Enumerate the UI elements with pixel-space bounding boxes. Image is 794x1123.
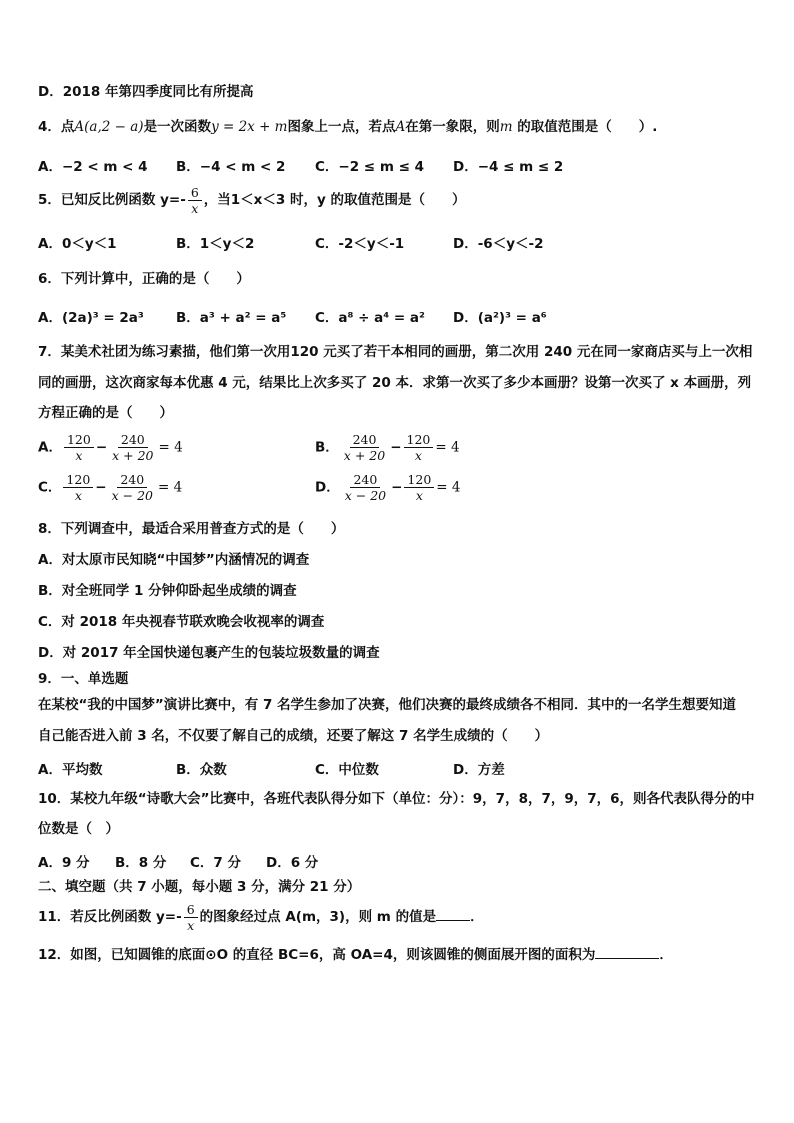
question-9-head: 9．一、单选题 <box>38 671 129 687</box>
q7-frac <box>342 472 389 503</box>
q7-frac-num: 240 <box>118 432 148 448</box>
section-2-title: 二、填空题（共 7 小题，每小题 3 分，满分 21 分） <box>38 879 361 895</box>
q9-option-b: B．众数 <box>176 762 227 778</box>
q7-frac-num: 240 <box>350 432 380 448</box>
q7-frac-den: x + 20 <box>112 448 154 463</box>
q4-func-expr: y = 2x + m <box>211 119 288 135</box>
q7-option-label: B． <box>315 439 339 456</box>
q11-frac-den: x <box>187 917 195 933</box>
q5-frac-num: 6 <box>188 185 202 201</box>
question-6-stem: 6．下列计算中，正确的是（ ） <box>38 271 250 287</box>
q8-option-b: B．对全班同学 1 分钟仰卧起坐成绩的调查 <box>38 583 297 599</box>
q7-frac-num: 120 <box>404 472 434 488</box>
q4-option-b: B．−4 < m < 2 <box>176 159 286 175</box>
question-11-stem <box>38 900 484 934</box>
q7-frac-den: x − 20 <box>111 488 153 503</box>
q4-stem-part: 4．点 <box>38 119 75 135</box>
q7-frac <box>64 432 94 463</box>
q11-frac-num: 6 <box>184 902 198 918</box>
q12-answer-blank <box>595 946 659 959</box>
q5-option-b: B．1＜y＜2 <box>176 236 255 252</box>
q4-stem-part: 的取值范围是（ ）. <box>512 119 658 135</box>
q6-option-d: D．(a²)³ = a⁶ <box>453 310 547 326</box>
q11-stem-part: ． <box>470 909 484 925</box>
q11-stem-part: 11．若反比例函数 y=- <box>38 909 182 925</box>
q11-answer-blank <box>436 908 470 921</box>
q6-option-b: B．a³ + a² = a⁵ <box>176 310 287 326</box>
q9-option-d: D．方差 <box>453 762 505 778</box>
q4-option-d: D．−4 ≤ m ≤ 2 <box>453 159 564 175</box>
q5-option-d: D．-6＜y＜-2 <box>453 236 544 252</box>
q8-option-a: A．对太原市民知晓“中国梦”内涵情况的调查 <box>38 552 310 568</box>
q7-frac <box>109 472 156 503</box>
q7-rhs: = 4 <box>158 439 183 456</box>
q8-option-d: D．对 2017 年全国快递包裹产生的包装垃圾数量的调查 <box>38 645 380 661</box>
q7-frac-den: x <box>74 488 82 503</box>
q9-stem-line: 自己能否进入前 3 名，不仅要了解自己的成绩，还要了解这 7 名学生成绩的（ ） <box>38 728 549 744</box>
q7-frac <box>341 432 388 463</box>
q7-option-label: C． <box>38 479 62 496</box>
question-4-stem <box>38 118 657 136</box>
q7-frac-den: x − 20 <box>344 488 387 503</box>
q6-option-a: A．(2a)³ = 2a³ <box>38 310 144 326</box>
q7-frac <box>404 432 434 463</box>
q7-frac <box>63 472 93 503</box>
q9-option-a: A．平均数 <box>38 762 103 778</box>
q7-frac <box>109 432 156 463</box>
q7-stem-line: 同的画册，这次商家每本优惠 4 元，结果比上次多买了 20 本．求第一次买了多少本画册？设第一次买了 x 本画册，列 <box>38 375 752 391</box>
q10-stem-line: 位数是（ ） <box>38 821 119 837</box>
q7-frac <box>404 472 434 503</box>
q7-rhs: = 4 <box>435 439 460 456</box>
q7-frac-num: 240 <box>117 472 147 488</box>
q12-stem-part: 12．如图，已知圆锥的底面⊙O 的直径 BC=6，高 OA=4，则该圆锥的侧面展开图的面积为 <box>38 947 596 963</box>
q7-frac-num: 120 <box>404 432 434 448</box>
q7-frac-den: x <box>415 488 423 503</box>
q12-stem-part: ． <box>659 947 673 963</box>
q11-stem-part: 的图象经过点 A(m，3)，则 m 的值是 <box>199 909 437 925</box>
q7-stem-line: 7．某美术社团为练习素描，他们第一次用120 元买了若干本相同的画册，第二次用 240 元在同一家商店买与上一次相 <box>38 344 753 360</box>
q7-rhs: = 4 <box>157 479 183 496</box>
q7-frac-num: 240 <box>350 472 380 488</box>
q11-fraction <box>184 902 198 933</box>
q10-stem-line: 10．某校九年级“诗歌大会”比赛中，各班代表队得分如下（单位：分）：9，7，8，7，9，7，6，则各代表队得分的中 <box>38 791 755 807</box>
q9-option-c: C．中位数 <box>315 762 379 778</box>
q10-option-c: C．7 分 <box>190 855 242 871</box>
q7-rhs: = 4 <box>436 479 461 496</box>
q3-option-d: D．2018 年第四季度同比有所提高 <box>38 84 254 100</box>
q5-fraction <box>188 185 202 216</box>
q5-option-a: A．0＜y＜1 <box>38 236 117 252</box>
q10-option-d: D．6 分 <box>266 855 319 871</box>
q7-frac-num: 120 <box>63 472 93 488</box>
question-12-stem <box>38 946 673 964</box>
q7-frac-den: x <box>414 448 422 463</box>
q7-option-label: D． <box>315 479 340 496</box>
q4-point-letter: A <box>395 119 406 135</box>
q4-stem-part: 是一次函数 <box>143 119 212 135</box>
q4-stem-part: 图象上一点，若点 <box>287 119 396 135</box>
q7-option-label: A． <box>38 439 62 456</box>
q4-var-m: m <box>499 119 513 135</box>
q4-stem-part: 在第一象限，则 <box>405 119 500 135</box>
q8-option-c: C．对 2018 年央视春节联欢晚会收视率的调查 <box>38 614 325 630</box>
question-8-stem: 8．下列调查中，最适合采用普查方式的是（ ） <box>38 521 345 537</box>
q7-option-c: C． $\frac{120}{x}$ − $\frac{240}{x - 20}$ = 4 <box>38 472 183 503</box>
q6-option-c: C．a⁸ ÷ a⁴ = a² <box>315 310 425 326</box>
q5-option-c: C．-2＜y＜-1 <box>315 236 405 252</box>
q5-frac-den: x <box>191 200 199 216</box>
q7-frac-num: 120 <box>64 432 94 448</box>
q7-frac-den: x + 20 <box>343 448 386 463</box>
q9-stem-line: 在某校“我的中国梦”演讲比赛中，有 7 名学生参加了决赛，他们决赛的最终成绩各不相同．其中的一名学生想要知道 <box>38 697 737 713</box>
q4-option-c: C．−2 ≤ m ≤ 4 <box>315 159 424 175</box>
q7-option-a: A． $\frac{120}{x}$ − $\frac{240}{x + 20}$ = 4 <box>38 432 183 463</box>
q7-option-d: D． $\frac{240}{x - 20}$ − $\frac{120}{x}$ = 4 <box>315 472 461 503</box>
q5-stem-part: 5．已知反比例函数 y=- <box>38 192 186 208</box>
q10-option-b: B．8 分 <box>115 855 167 871</box>
q7-frac-den: x <box>75 448 83 463</box>
q10-option-a: A．9 分 <box>38 855 90 871</box>
q7-option-b: B． $\frac{240}{x + 20}$ − $\frac{120}{x}$ = 4 <box>315 432 460 463</box>
q5-stem-part: ，当1＜x＜3 时，y 的取值范围是（ ） <box>203 192 466 208</box>
question-5-stem <box>38 183 465 217</box>
q4-point-expr: A(a,2 − a) <box>74 119 144 135</box>
q4-option-a: A．−2 < m < 4 <box>38 159 148 175</box>
q7-stem-line: 方程正确的是（ ） <box>38 405 173 421</box>
